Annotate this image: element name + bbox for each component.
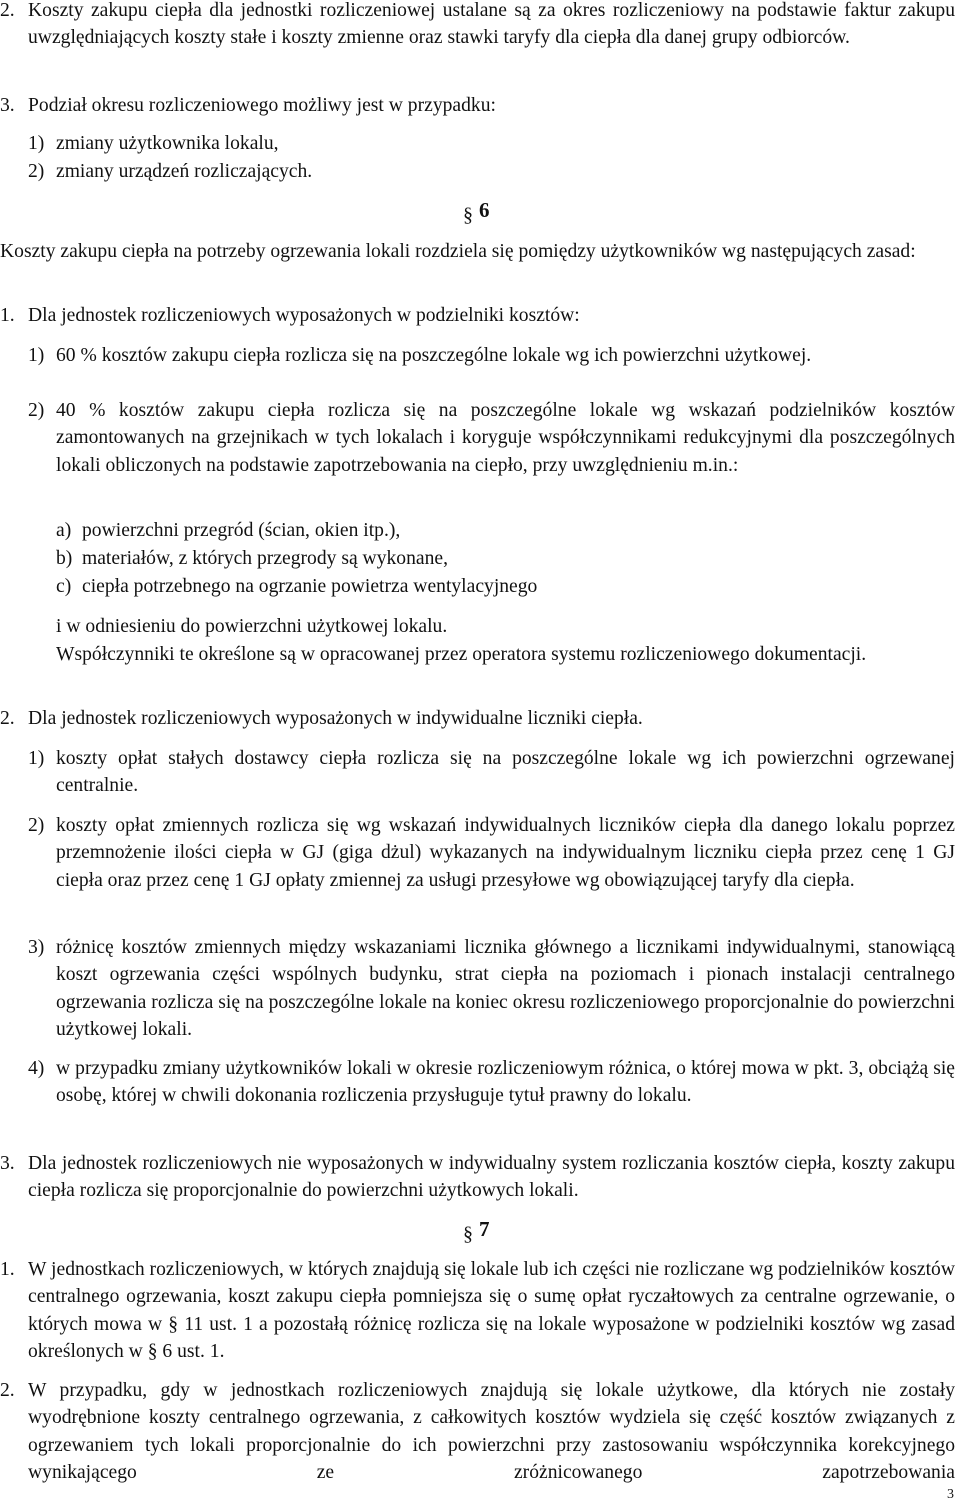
point-text: W przypadku, gdy w jednostkach rozliczeniowych znajdują się lokale użytkowe, dla których nie zostały wyodrębnione koszty centralnego ogrzewania, z całkowitych kosztów wydziela się część kosztów związanych z ogrzewaniem tych lokali proporcjonalnie do ich powierzchni przy zastosowaniu współczynnika korekcyjnego wynikającego ze zróżnicowanego zapotrzebowania — [28, 1380, 955, 1484]
list-number: 1) — [28, 345, 45, 366]
section-6-intro: Koszty zakupu ciepła na potrzeby ogrzewania lokali rozdziela się pomiędzy użytkowników wg następujących zasad: — [0, 241, 916, 262]
paragraph-number: 3. — [0, 95, 15, 116]
section-7-point-2 — [0, 1377, 955, 1487]
list-text: koszty opłat stałych dostawcy ciepła rozlicza się na poszczególne lokale wg ich powierzchni ogrzewanej centralnie. — [56, 748, 955, 797]
list-item — [28, 130, 928, 157]
after-text-1: i w odniesieniu do powierzchni użytkowej lokalu. — [56, 616, 448, 637]
paragraph-text: Podział okresu rozliczeniowego możliwy jest w przypadku: — [28, 95, 496, 116]
point-number: 1. — [0, 1259, 15, 1280]
list-item — [28, 1055, 955, 1110]
letter-item — [56, 545, 936, 572]
letter-text: materiałów, z których przegrody są wykonane, — [82, 548, 448, 569]
list-item — [28, 158, 928, 185]
point-text: Dla jednostek rozliczeniowych wyposażonych w podzielniki kosztów: — [28, 305, 580, 326]
list-text: zmiany urządzeń rozliczających. — [56, 161, 313, 182]
list-item — [28, 934, 955, 1044]
list-text: różnicę kosztów zmiennych między wskazaniami licznika głównego a licznikami indywidualnymi, stanowiącą koszt ogrzewania części wspólnych budynku, strat ciepła na poziomach i pionach instalacji centralnego ogrzewania rozlicza się na poszczególne lokale na koniec okresu rozliczeniowego proporcjonalnie do powierzchni użytkowej lokali. — [56, 937, 955, 1041]
paragraph-2 — [0, 0, 955, 52]
list-number: 1) — [28, 133, 45, 154]
list-text: w przypadku zmiany użytkowników lokali w okresie rozliczeniowym różnica, o której mowa w pkt. 3, obciążą się osobę, której w chwili dokonania rozliczenia przysługuje tytuł prawny do lokalu. — [56, 1058, 955, 1107]
point-text: W jednostkach rozliczeniowych, w których znajdują się lokale lub ich części nie rozliczane wg podzielników kosztów centralnego ogrzewania, koszt zakupu ciepła pomniejsza się o sumę opłat ryczałtowych za centralne ogrzewanie, o których mowa w § 11 ust. 1 a pozostałą różnicę rozlicza się na lokale wyposażone w podzielniki kosztów wg zasad określonych w § 6 ust. 1. — [28, 1259, 955, 1363]
list-item — [28, 745, 955, 800]
section-6-point-1 — [0, 302, 955, 329]
letter-item — [56, 573, 936, 600]
letter-text: powierzchni przegród (ścian, okien itp.), — [82, 520, 401, 541]
list-number: 1) — [28, 748, 45, 769]
letter-text: ciepła potrzebnego na ogrzanie powietrza wentylacyjnego — [82, 576, 538, 597]
letter: b) — [56, 548, 73, 569]
list-text: koszty opłat zmiennych rozlicza się wg wskazań indywidualnych liczników ciepła dla danego lokalu poprzez przemnożenie ilości ciepła w GJ (giga dżul) wykazanych na indywidualnym liczniku ciepła przez cenę 1 GJ ciepła oraz przez cenę 1 GJ opłaty zmiennej za usługi przesyłowe wg obowiązującej taryfy dla ciepła. — [56, 815, 955, 891]
point-number: 1. — [0, 305, 15, 326]
letter-item — [56, 517, 936, 544]
letter: a) — [56, 520, 72, 541]
letter: c) — [56, 576, 72, 597]
list-text: zmiany użytkownika lokalu, — [56, 133, 279, 154]
point-text: Dla jednostek rozliczeniowych wyposażonych w indywidualne liczniki ciepła. — [28, 708, 643, 729]
list-number: 4) — [28, 1058, 45, 1079]
page-number: 3 — [947, 1487, 954, 1502]
section-number: 7 — [479, 1217, 490, 1241]
paragraph-3 — [0, 92, 955, 119]
list-number: 3) — [28, 937, 45, 958]
section-7-point-1 — [0, 1256, 955, 1366]
point-text: Dla jednostek rozliczeniowych nie wyposażonych w indywidualny system rozliczania kosztów ciepła, koszty zakupu ciepła rozlicza się proporcjonalnie do powierzchni użytkowych lokali. — [28, 1153, 955, 1202]
paragraph-text: Koszty zakupu ciepła dla jednostki rozliczeniowej ustalane są za okres rozliczeniowy na podstawie faktur zakupu uwzględniających koszty stałe i koszty zmienne oraz stawki taryfy dla ciepła dla danej grupy odbiorców. — [28, 0, 955, 49]
after-text-2: Współczynniki te określone są w opracowanej przez operatora systemu rozliczeniowego dokumentacji. — [56, 644, 867, 665]
point-number: 2. — [0, 708, 15, 729]
section-sign: § — [463, 204, 473, 226]
list-item — [28, 342, 955, 369]
point-number: 3. — [0, 1153, 15, 1174]
paragraph-number: 2. — [0, 0, 15, 21]
list-number: 2) — [28, 400, 45, 421]
list-number: 2) — [28, 161, 45, 182]
list-text: 60 % kosztów zakupu ciepła rozlicza się na poszczególne lokale wg ich powierzchni użytkowej. — [56, 345, 812, 366]
section-sign: § — [463, 1223, 473, 1245]
section-6-point-2 — [0, 705, 955, 732]
list-number: 2) — [28, 815, 45, 836]
point-number: 2. — [0, 1380, 15, 1401]
list-item — [28, 812, 955, 894]
section-number: 6 — [479, 198, 490, 222]
section-6-point-3 — [0, 1150, 955, 1205]
list-text: 40 % kosztów zakupu ciepła rozlicza się na poszczególne lokale wg wskazań podzielników kosztów zamontowanych na grzejnikach w tych lokalach i koryguje współczynnikami redukcyjnymi dla poszczególnych lokali obliczonych na podstawie zapotrzebowania na ciepło, przy uwzględnieniu m.in.: — [56, 400, 955, 476]
list-item — [28, 397, 955, 479]
